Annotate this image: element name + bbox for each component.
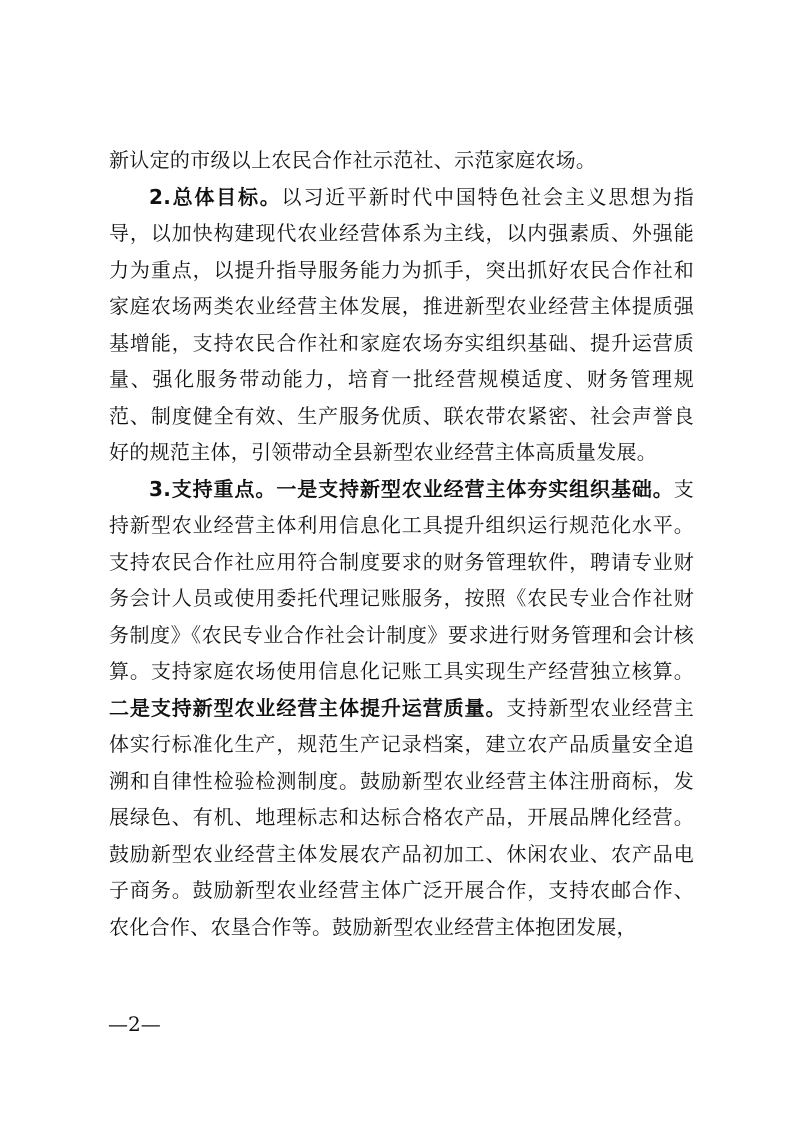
- text-run: 支持新型农业经营主体实行标准化生产，规范生产记录档案，建立农产品质量安全追溯和自律性检验检测制度。鼓励新型农业经营主体注册商标，发展绿色、有机、地理标志和达标合格农产品，开展品牌化经营。鼓励新型农业经营主体发展农产品初加工、休闲农业、农产品电子商务。鼓励新型农业经营主体广泛开展合作，支持农邮合作、农化合作、农垦合作等。鼓励新型农业经营主体抱团发展，: [109, 695, 695, 939]
- text-run: 支持新型农业经营主体利用信息化工具提升组织运行规范化水平。支持农民合作社应用符合制度要求的财务管理软件，聘请专业财务会计人员或使用委托代理记账服务，按照《农民专业合作社财务制度》《农民专业合作社会计制度》要求进行财务管理和会计核算。支持家庭农场使用信息化记账工具实现生产经营独立核算。: [109, 476, 694, 683]
- heading-overall-goal: 2.总体目标。: [149, 184, 282, 209]
- paragraph-overall-goal: [109, 179, 694, 471]
- text-run: 以习近平新时代中国特色社会主义思想为指导，以加快构建现代农业经营体系为主线，以内强素质、外强能力为重点，以提升指导服务能力为抓手，突出抓好农民合作社和家庭农场两类农业经营主体发展，推进新型农业经营主体提质强基增能，支持农民合作社和家庭农场夯实组织基础、提升运营质量、强化服务带动能力，培育一批经营规模适度、财务管理规范、制度健全有效、生产服务优质、联农带农紧密、社会声誉良好的规范主体，引领带动全县新型农业经营主体高质量发展。: [109, 184, 695, 464]
- subheading-second-point: 二是支持新型农业经营主体提升运营质量。: [109, 695, 507, 720]
- text-run: 新认定的市级以上农民合作社示范社、示范家庭农场。: [109, 148, 597, 172]
- document-body: [109, 142, 694, 945]
- paragraph-continuation: [109, 142, 694, 179]
- heading-support-focus: 3.支持重点。: [149, 476, 277, 501]
- paragraph-support-focus: [109, 471, 694, 946]
- page-number: —2—: [108, 1012, 161, 1036]
- subheading-first-point: 一是支持新型农业经营主体夯实组织基础。: [276, 476, 674, 501]
